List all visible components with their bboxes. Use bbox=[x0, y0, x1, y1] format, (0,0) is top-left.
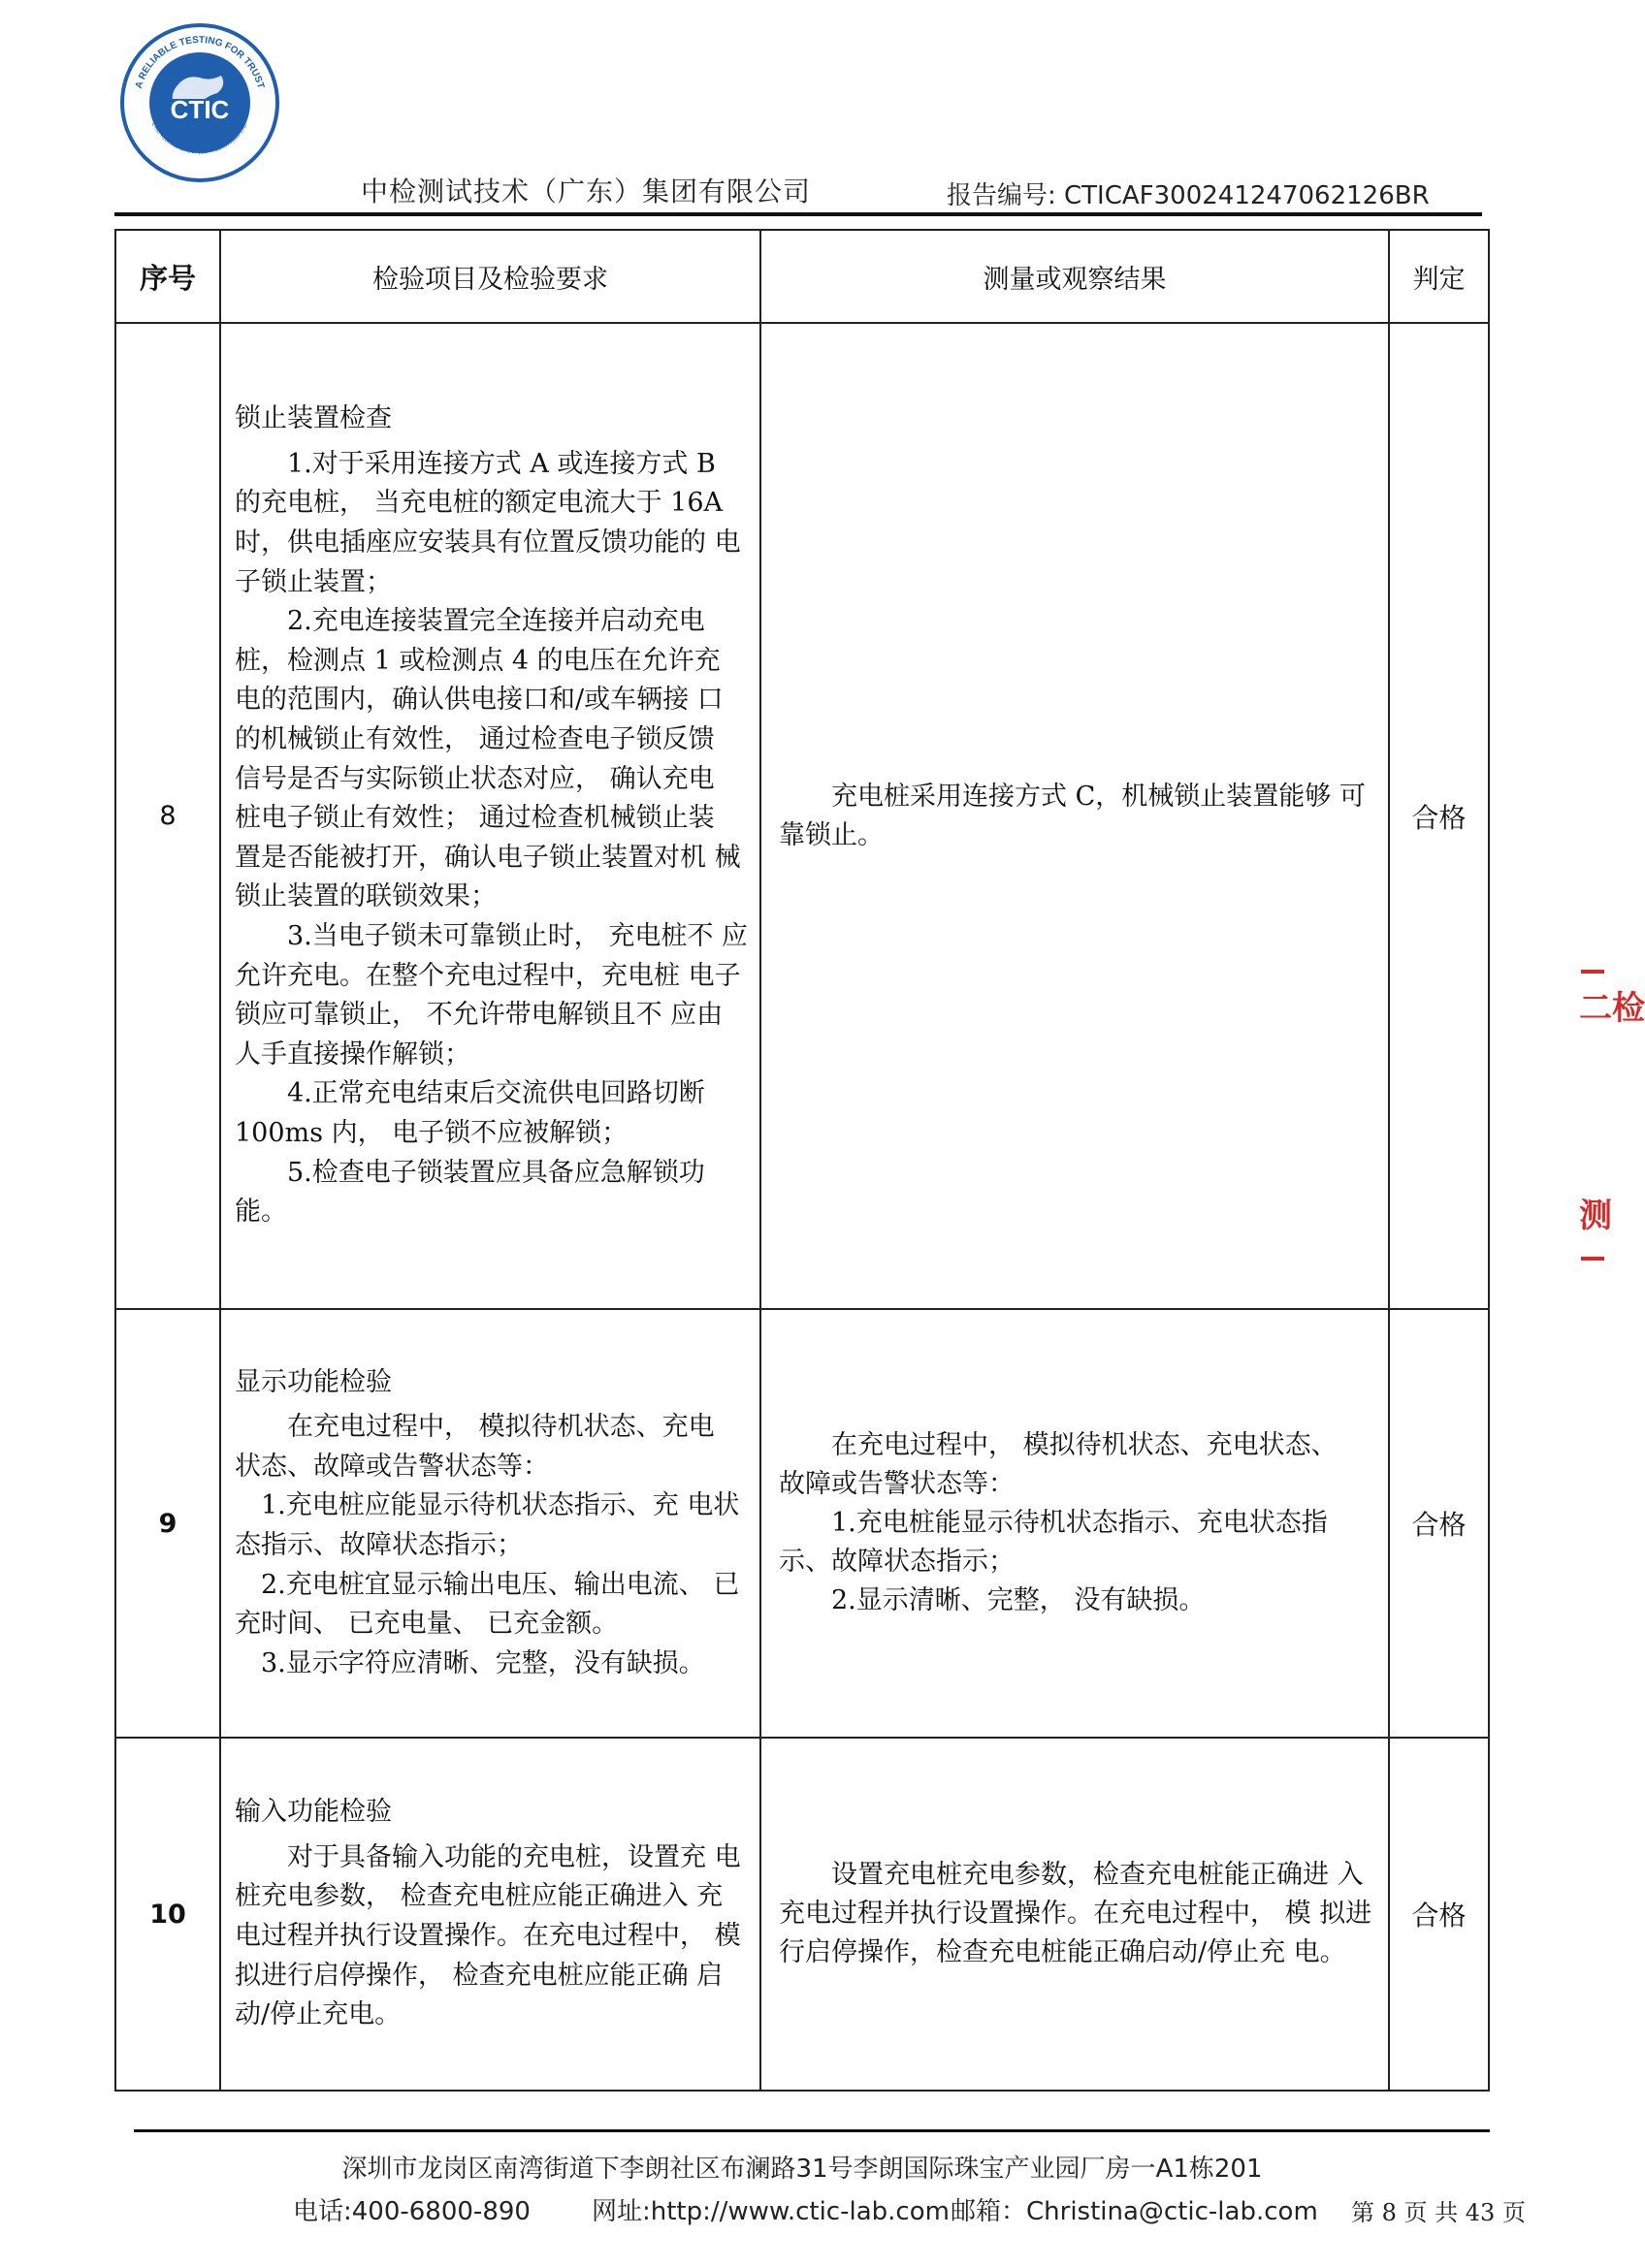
requirement-paragraph: 3.显示字符应清晰、完整，没有缺损。 bbox=[261, 1647, 705, 1678]
requirement-cell bbox=[221, 1363, 759, 1684]
requirement-paragraph: 在充电过程中， 模拟待机状态、充电 状态、故障或告警状态等： bbox=[235, 1412, 715, 1482]
col-header-requirement: 检验项目及检验要求 bbox=[220, 230, 760, 323]
table-row bbox=[115, 1309, 1489, 1738]
result-cell bbox=[761, 778, 1388, 855]
report-number: 报告编号: CTICAF300241247062126BR bbox=[947, 181, 1430, 210]
requirement-cell bbox=[221, 399, 759, 1231]
seal-fragment: 测 bbox=[1579, 1197, 1612, 1235]
row-number: 8 bbox=[159, 801, 177, 831]
table-row bbox=[115, 1738, 1489, 2091]
logo-main-text: CTIC bbox=[170, 95, 230, 124]
result-paragraph: 2.显示清晰、完整， 没有缺损。 bbox=[831, 1585, 1206, 1615]
requirement-title: 锁止装置检查 bbox=[235, 403, 392, 434]
requirement-paragraph: 1.充电桩应能显示待机状态指示、充 电状态指示、故障状态指示； bbox=[235, 1490, 740, 1560]
requirement-paragraph: 3.当电子锁未可靠锁止时， 充电桩不 应允许充电。在整个充电过程中，充电桩 电子锁应可靠锁止， 不允许带电解锁且不 应由人手直接操作解锁； bbox=[235, 920, 748, 1070]
seal-fragment: 二检 bbox=[1579, 989, 1645, 1028]
header-rule bbox=[114, 212, 1482, 216]
requirement-paragraph: 5.检查电子锁装置应具备应急解锁功 能。 bbox=[235, 1157, 705, 1228]
verdict: 合格 bbox=[1411, 801, 1467, 834]
result-paragraph: 故障或告警状态等： bbox=[779, 1469, 1015, 1499]
seal-mark bbox=[1581, 970, 1604, 974]
footer-website[interactable]: 网址:http://www.ctic-lab.com bbox=[592, 2197, 950, 2226]
row-number: 10 bbox=[149, 1899, 186, 1930]
requirement-title: 输入功能检验 bbox=[235, 1797, 392, 1828]
footer-rule bbox=[134, 2129, 1490, 2132]
seal-mark bbox=[1581, 1257, 1604, 1261]
result-paragraph: 1.充电桩能显示待机状态指示、充电状态指 bbox=[831, 1508, 1328, 1538]
requirement-cell bbox=[221, 1793, 759, 2035]
requirement-paragraph: 2.充电连接装置完全连接并启动充电 桩，检测点 1 或检测点 4 的电压在允许充 电的范围内，确认供电接口和/或车辆接 口 的机械锁止有效性， 通过检查电子锁反馈 信号是否与实际锁止状态对应， 确认充电 桩电子锁止有效性； 通过检查机械锁止装 置是否能被打开，确认电子锁止装置对机 械锁止装置的联锁效果； bbox=[235, 606, 741, 912]
footer-email[interactable]: 邮箱：Christina@ctic-lab.com bbox=[951, 2197, 1318, 2226]
requirement-paragraph: 4.正常充电结束后交流供电回路切断 100ms 内， 电子锁不应被解锁； bbox=[235, 1078, 705, 1148]
page-number: 第 8 页 共 43 页 bbox=[1351, 2199, 1526, 2226]
company-logo bbox=[118, 21, 281, 184]
result-cell bbox=[761, 1856, 1388, 1972]
verdict: 合格 bbox=[1411, 1509, 1467, 1541]
row-number: 9 bbox=[158, 1508, 177, 1539]
col-header-no: 序号 bbox=[115, 230, 220, 323]
inspection-table bbox=[114, 229, 1490, 2092]
logo-ring-bottom: CTIC TESTING GROUP(GUANGDONG)CO.,LTD. bbox=[149, 121, 250, 156]
requirement-paragraph: 对于具备输入功能的充电桩，设置充 电桩充电参数， 检查充电桩应能正确进入 充电过程并执行设置操作。在充电过程中， 模拟进行启停操作， 检查充电桩应能正确 启动/停止充电。 bbox=[235, 1841, 741, 2030]
requirement-title: 显示功能检验 bbox=[235, 1366, 392, 1397]
verdict: 合格 bbox=[1411, 1900, 1467, 1932]
col-header-result: 测量或观察结果 bbox=[760, 230, 1389, 323]
col-header-verdict: 判定 bbox=[1389, 230, 1489, 323]
footer-phone: 电话:400-6800-890 bbox=[293, 2197, 531, 2226]
logo-ring-top: A RELIABLE TESTING FOR TRUST bbox=[133, 34, 267, 90]
table-header-row bbox=[115, 230, 1489, 323]
result-paragraph: 充电桩采用连接方式 C，机械锁止装置能够 可靠锁止。 bbox=[779, 781, 1366, 850]
requirement-paragraph: 2.充电桩宜显示输出电压、输出电流、 已充时间、 已充电量、 已充金额。 bbox=[235, 1569, 740, 1640]
result-paragraph: 设置充电桩充电参数，检查充电桩能正确进 入充电过程并执行设置操作。在充电过程中， 模 拟进行启停操作，检查充电桩能正确启动/停止充 电。 bbox=[779, 1860, 1372, 1967]
result-paragraph: 示、故障状态指示； bbox=[779, 1547, 1015, 1577]
table-row bbox=[115, 323, 1489, 1309]
result-cell bbox=[761, 1426, 1388, 1620]
result-paragraph: 在充电过程中， 模拟待机状态、充电状态、 bbox=[831, 1430, 1338, 1460]
requirement-paragraph: 1.对于采用连接方式 A 或连接方式 B 的充电桩， 当充电桩的额定电流大于 16A 时，供电插座应安装具有位置反馈功能的 电子锁止装置； bbox=[235, 448, 741, 597]
company-name: 中检测试技术（广东）集团有限公司 bbox=[361, 176, 812, 208]
footer-address: 深圳市龙岗区南湾街道下李朗社区布澜路31号李朗国际珠宝产业园厂房一A1栋201 bbox=[341, 2155, 1263, 2184]
